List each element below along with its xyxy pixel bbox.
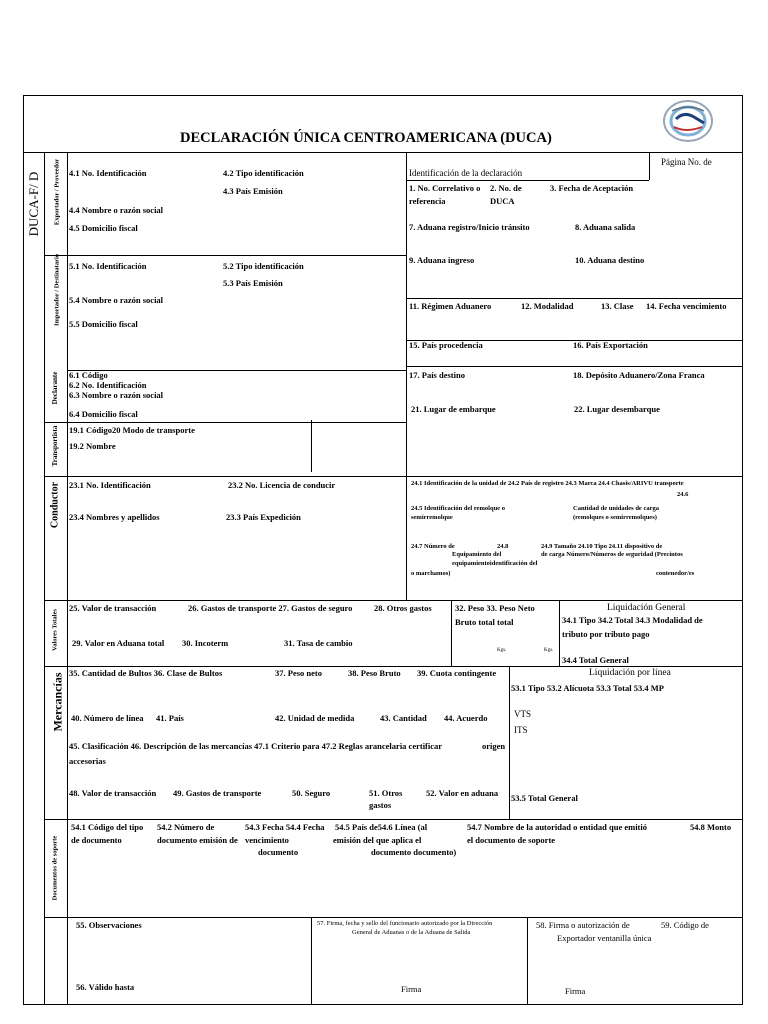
page-title: DECLARACIÓN ÚNICA CENTROAMERICANA (DUCA)	[180, 130, 552, 146]
field-5-2[interactable]: 5.2 Tipo identificación	[223, 261, 304, 271]
field-13[interactable]: 13. Clase	[601, 301, 634, 311]
field-7[interactable]: 7. Aduana registro/Inicio tránsito	[409, 222, 530, 232]
field-23-2[interactable]: 23.2 No. Licencia de conducir	[228, 480, 336, 490]
field-51[interactable]: 51. Otros	[369, 788, 403, 798]
field-52[interactable]: 52. Valor en aduana	[426, 788, 499, 798]
field-34-b: tributo por tributo pago	[562, 629, 650, 639]
field-24-7-b: o marchamos)	[411, 570, 451, 577]
transportista-label: Transportista	[51, 425, 59, 467]
field-1[interactable]: 1. No. Correlativo o	[409, 183, 481, 193]
field-54-7[interactable]: 54.7 Nombre de la autoridad o entidad que emitió	[467, 822, 648, 832]
field-39[interactable]: 39. Cuota contingente	[417, 668, 497, 678]
field-24-7[interactable]: 24.7 Número de	[411, 543, 455, 550]
field-54-2-b: documento emisión de	[157, 835, 238, 845]
documentos-label: Documentos de soporte	[51, 835, 59, 901]
field-5-4[interactable]: 5.4 Nombre o razón social	[69, 295, 164, 305]
field-53-5[interactable]: 53.5 Total General	[511, 793, 578, 803]
field-24-9[interactable]: 24.9 Tamaño 24.10 Tipo 24.11 dispositivo de	[541, 543, 663, 550]
field-24-11: contenedor/es	[656, 570, 695, 577]
vts-label: VTS	[514, 709, 532, 719]
field-25[interactable]: 25. Valor de transacción	[69, 603, 157, 613]
field-24-1[interactable]: 24.1 Identificación de la unidad de 24.2 País de registro 24.3 Marca 24.4 Chasis/ARIVU transporte	[411, 480, 684, 487]
field-24-5[interactable]: 24.5 Identificación del remolque o	[411, 505, 505, 512]
field-45-origen: origen	[482, 741, 506, 751]
field-2[interactable]: 2. No. de	[490, 183, 522, 193]
field-40[interactable]: 40. Número de línea	[71, 713, 144, 723]
field-16[interactable]: 16. País Exportación	[573, 340, 648, 350]
field-24-8-c: equipamientoidentificación del	[452, 560, 538, 567]
exportador-label: Exportador / Proveedor	[53, 158, 61, 226]
field-54-3-4[interactable]: 54.3 Fecha 54.4 Fecha	[245, 822, 325, 832]
field-12[interactable]: 12. Modalidad	[521, 301, 574, 311]
its-label: ITS	[514, 725, 528, 735]
field-19-2[interactable]: 19.2 Nombre	[69, 441, 116, 451]
field-6-1[interactable]: 6.1 Código	[69, 370, 108, 380]
field-54-3-c: documento	[258, 847, 299, 857]
field-5-1[interactable]: 5.1 No. Identificación	[69, 261, 147, 271]
field-26-27[interactable]: 26. Gastos de transporte 27. Gastos de seguro	[188, 603, 353, 613]
field-4-4[interactable]: 4.4 Nombre o razón social	[69, 205, 164, 215]
field-11[interactable]: 11. Régimen Aduanero	[409, 301, 492, 311]
field-45-b: accesorias	[69, 756, 106, 766]
field-15[interactable]: 15. País procedencia	[409, 340, 483, 350]
field-54-3-b: vencimiento	[245, 835, 289, 845]
seal-icon	[660, 97, 716, 145]
field-54-7-b: el documento de soporte	[467, 835, 556, 845]
field-54-2[interactable]: 54.2 Número de	[157, 822, 215, 832]
field-54-1-b: de documento	[71, 835, 122, 845]
kgs-label-1: Kgs.	[497, 648, 507, 653]
field-4-2[interactable]: 4.2 Tipo identificación	[223, 168, 304, 178]
valores-label: Valores Totales	[51, 609, 59, 651]
field-24-8-b: Equipamiento del	[452, 551, 502, 558]
field-10[interactable]: 10. Aduana destino	[575, 255, 645, 265]
field-24-6-b: (remolques o semirremolques)	[573, 514, 657, 521]
field-3[interactable]: 3. Fecha de Aceptación	[550, 183, 634, 193]
firma-2: Firma	[565, 986, 586, 996]
field-56[interactable]: 56. Válido hasta	[76, 982, 135, 992]
field-45-47[interactable]: 45. Clasificación 46. Descripción de las mercancías 47.1 Criterio para 47.2 Reglas arancelaria certificar	[69, 741, 443, 751]
field-35-36[interactable]: 35. Cantidad de Bultos 36. Clase de Bultos	[69, 668, 223, 678]
field-6-2[interactable]: 6.2 No. Identificación	[69, 380, 147, 390]
mercancias-label: Mercancías	[50, 672, 65, 732]
field-14[interactable]: 14. Fecha vencimiento	[646, 301, 727, 311]
field-24-8[interactable]: 24.8	[497, 543, 509, 550]
declarante-label: Declarante	[51, 371, 59, 405]
field-58-b: Exportador ventanilla única	[557, 933, 652, 943]
field-32-b: Bruto total total	[455, 617, 514, 627]
field-28[interactable]: 28. Otros gastos	[374, 603, 432, 613]
field-57-b: General de Aduanas o de la Aduana de Salida	[352, 929, 471, 936]
field-58[interactable]: 58. Firma o autorización de	[536, 920, 630, 930]
field-48[interactable]: 48. Valor de transacción	[69, 788, 157, 798]
field-34[interactable]: 34.1 Tipo 34.2 Total 34.3 Modalidad de	[562, 615, 703, 625]
field-22[interactable]: 22. Lugar desembarque	[574, 404, 660, 414]
field-43[interactable]: 43. Cantidad	[380, 713, 427, 723]
field-54-5-b: emisión del que aplica el	[333, 835, 422, 845]
field-9[interactable]: 9. Aduana ingreso	[409, 255, 475, 265]
identificacion-heading: Identificación de la declaración	[409, 168, 523, 178]
field-21[interactable]: 21. Lugar de embarque	[411, 404, 496, 414]
firma-1: Firma	[401, 984, 422, 994]
field-50[interactable]: 50. Seguro	[292, 788, 331, 798]
field-2-b: DUCA	[490, 196, 515, 206]
field-1-b: referencia	[409, 196, 446, 206]
field-4-3[interactable]: 4.3 País Emisión	[223, 186, 283, 196]
conductor-label: Conductor	[49, 481, 61, 529]
field-53[interactable]: 53.1 Tipo 53.2 Alícuota 53.3 Total 53.4 MP	[511, 683, 664, 693]
field-17[interactable]: 17. País destino	[409, 370, 465, 380]
field-59[interactable]: 59. Código de	[661, 920, 709, 930]
field-4-1[interactable]: 4.1 No. Identificación	[69, 168, 147, 178]
field-49[interactable]: 49. Gastos de transporte	[173, 788, 262, 798]
kgs-label-2: Kgs.	[544, 648, 554, 653]
field-55[interactable]: 55. Observaciones	[76, 920, 142, 930]
field-19-1[interactable]: 19.1 Código20 Modo de transporte	[69, 425, 195, 435]
field-23-3[interactable]: 23.3 País Expedición	[226, 512, 301, 522]
field-24-6-num: 24.6	[677, 491, 689, 498]
field-38[interactable]: 38. Peso Bruto	[348, 668, 401, 678]
field-41[interactable]: 41. País	[156, 713, 184, 723]
field-54-5-c: documento documento)	[371, 847, 457, 857]
field-8[interactable]: 8. Aduana salida	[575, 222, 636, 232]
field-6-3[interactable]: 6.3 Nombre o razón social	[69, 390, 164, 400]
field-30[interactable]: 30. Incoterm	[182, 638, 229, 648]
field-42[interactable]: 42. Unidad de medida	[275, 713, 355, 723]
field-32-33[interactable]: 32. Peso 33. Peso Neto	[455, 603, 535, 613]
field-4-5[interactable]: 4.5 Domicilio fiscal	[69, 223, 138, 233]
page-number-label: Página No. de	[661, 157, 712, 167]
field-24-5-b: semirremolque	[411, 514, 453, 521]
field-37[interactable]: 37. Peso neto	[275, 668, 322, 678]
field-5-3[interactable]: 5.3 País Emisión	[223, 278, 283, 288]
field-5-5[interactable]: 5.5 Domicilio fiscal	[69, 319, 138, 329]
field-57[interactable]: 57. Firma, fecha y sello del funcionario autorizado por la Dirección	[317, 920, 493, 927]
importador-label: Importador / Destinatario	[53, 253, 61, 327]
liquidacion-linea-heading: Liquidación por línea	[589, 668, 671, 678]
field-23-1[interactable]: 23.1 No. Identificación	[69, 480, 151, 490]
field-54-8[interactable]: 54.8 Monto	[690, 822, 732, 832]
field-54-5-6[interactable]: 54.5 País de54.6 Línea (al	[335, 822, 428, 832]
field-6-4[interactable]: 6.4 Domicilio fiscal	[69, 409, 138, 419]
field-29[interactable]: 29. Valor en Aduana total	[72, 638, 165, 648]
field-51-b: gastos	[369, 800, 392, 810]
field-34-4[interactable]: 34.4 Total General	[562, 655, 629, 665]
field-24-6[interactable]: Cantidad de unidades de carga	[573, 505, 659, 512]
field-18[interactable]: 18. Depósito Aduanero/Zona Franca	[573, 370, 705, 380]
field-23-4[interactable]: 23.4 Nombres y apellidos	[69, 512, 160, 522]
field-54-1[interactable]: 54.1 Código del tipo	[71, 822, 144, 832]
field-44[interactable]: 44. Acuerdo	[444, 713, 488, 723]
duca-label: DUCA-F/ D	[26, 171, 41, 237]
liquidacion-general-heading: Liquidación General	[607, 603, 686, 613]
field-24-9-b: de carga Número/Números de seguridad (Precintos	[541, 551, 683, 558]
field-31[interactable]: 31. Tasa de cambio	[284, 638, 353, 648]
